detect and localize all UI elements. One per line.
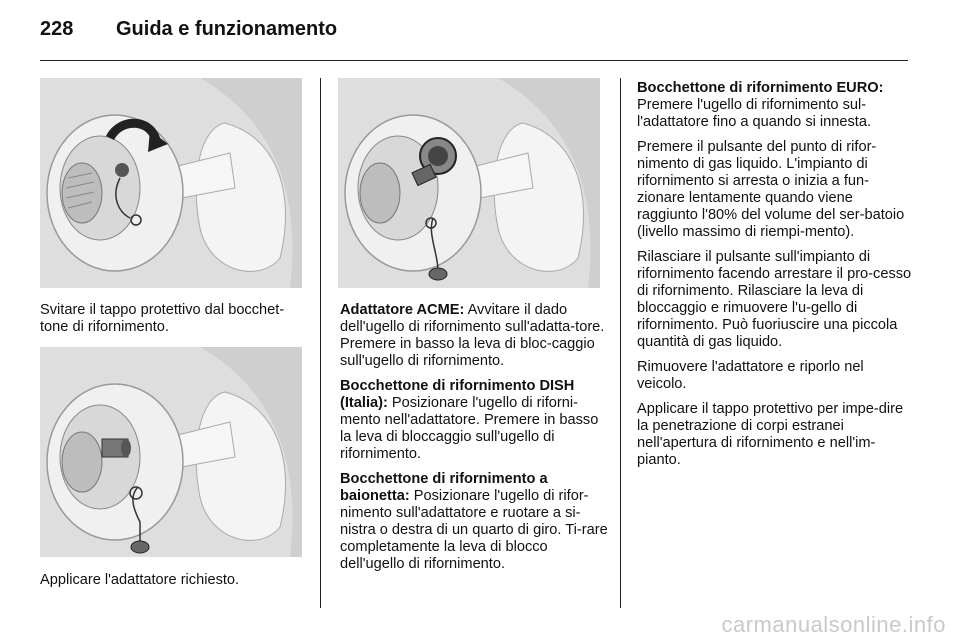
paragraph-remove-adapter: Rimuovere l'adattatore e riporlo nel veicolo. [637,359,864,392]
dish-heading: Bocchettone di rifornimento DISH (Italia): [340,378,575,411]
header-rule [40,60,908,61]
euro-text: Premere l'ugello di rifornimento sul-l'adattatore fino a quando si innesta. [637,97,872,130]
page-header [40,18,337,41]
paragraph-bayonet [340,471,608,573]
paragraph-euro [637,80,913,131]
paragraph-acme [340,302,608,370]
column-2-text [340,302,608,581]
euro-heading: Bocchettone di rifornimento EURO: [637,80,884,96]
paragraph-dish [340,378,608,463]
paragraph-release-button: Rilasciare il pulsante sull'impianto di rifornimento facendo arrestare il pro-cesso di rifornimento. Rilasciare la leva di bloccaggio e rimuovere l'u-gello di rifornimento. Può fuoriuscire una piccola quantità di gas liquido. [637,249,912,350]
bayonet-heading: Bocchettone di rifornimento a baionetta: [340,471,548,504]
figure-apply-adapter [40,347,302,557]
paragraph-protective-cap: Applicare il tappo protettivo per impe-dire la penetrazione di corpi estranei nell'apertura di rifornimento e nell'im-pianto. [637,401,904,468]
cap-knob [115,163,129,177]
page-title: Guida e funzionamento [116,18,338,40]
caption-adapter-text: Applicare l'adattatore richiesto. [40,572,240,588]
page-number: 228 [40,18,74,40]
paragraph-press-button: Premere il pulsante del punto di rifor-nimento di gas liquido. L'impianto di rifornimento si arresta o inizia a fun-zionare lentamente quando viene raggiunto l'80% del volume del ser-batoio (livello massimo di riempi-mento). [637,139,905,240]
caption-unscrew-text: Svitare il tappo protettivo dal bocchet-tone di rifornimento. [40,302,285,335]
caption-unscrew-cap [40,302,310,344]
bayonet-text: Posizionare l'ugello di rifor-nimento sull'adattatore e ruotare a si-nistra o destra di un quarto di giro. Ti-rare completamente la leva di blocco dell'ugello di rifornimento. [340,488,608,572]
column-divider-2 [620,78,621,608]
column-3-text [637,80,913,477]
acme-text: Avvitare il dado dell'ugello di rifornimento sull'adatta-tore. Premere in basso la leva di bloc-caggio sull'ugello di rifornimento. [340,302,605,369]
figure-adapter-installed [338,78,600,288]
acme-heading: Adattatore ACME: [340,302,465,318]
dish-text: Posizionare l'ugello di riforni-mento nell'adattatore. Premere in basso la leva di bloccaggio sull'ugello di rifornimento. [340,395,599,462]
column-divider-1 [320,78,321,608]
figure-unscrew-cap [40,78,302,288]
caption-apply-adapter [40,572,310,597]
watermark: carmanualsonline.info [721,612,946,637]
